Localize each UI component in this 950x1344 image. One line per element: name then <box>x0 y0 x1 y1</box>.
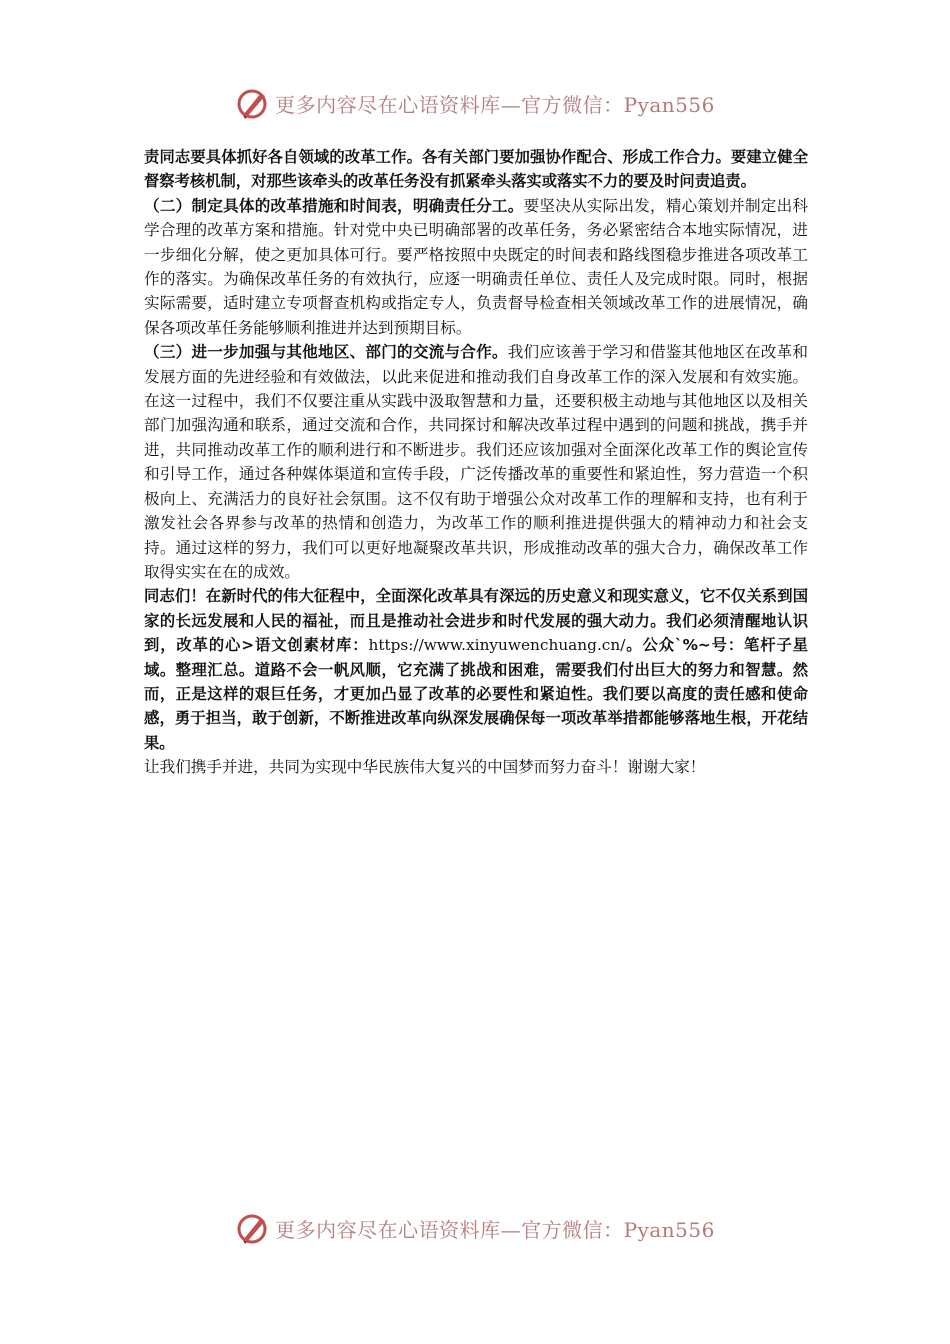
pen-logo-icon <box>235 1210 271 1246</box>
paragraph-4-part1: 同志们！在新时代的伟大征程中，全面深化改革具有深远的历史意义和现实意义，它不仅关系到国家的长远发展和人民的福祉，而且是推动社会进步和时代发展的强大动力。我们必须清醒地认识到，改革的心>语文创素材库： <box>144 587 808 655</box>
paragraph-1: 责同志要具体抓好各自领域的改革工作。各有关部门要加强协作配合、形成工作合力。要建立健全督察考核机制，对那些该牵头的改革任务没有抓紧牵头落实或落实不力的要及时问责追责。 <box>144 148 808 191</box>
document-body <box>144 145 808 780</box>
source-url-link[interactable]: https://www.xinyuwenchuang.cn/ <box>368 636 626 655</box>
paragraph-3 <box>144 340 808 584</box>
paragraph-2-body: 要坚决从实际出发，精心策划并制定出科学合理的改革方案和措施。针对党中央已明确部署的改革任务，务必紧密结合本地实际情况，进一步细化分解，使之更加具体可行。要严格按照中央既定的时间表和路线图稳步推进各项改革工作的落实。为确保改革任务的有效执行，应逐一明确责任单位、责任人及完成时限。同时，根据实际需要，适时建立专项督查机构或指定专人，负责督导检查相关领域改革工作的进展情况，确保各项改革任务能够顺利推进并达到预期目标。 <box>144 196 808 337</box>
paragraph-2 <box>144 194 808 340</box>
footer-banner-text: 更多内容尽在心语资料库—官方微信：Pyan556 <box>275 1217 715 1242</box>
paragraph-3-body: 我们应该善于学习和借鉴其他地区在改革和发展方面的先进经验和有效做法，以此来促进和推动我们自身改革工作的深入发展和有效实施。在这一过程中，我们不仅要注重从实践中汲取智慧和力量，还要积极主动地与其他地区以及相关部门加强沟通和联系，通过交流和合作，共同探讨和解决改革过程中遇到的问题和挑战，携手并进，共同推动改革工作的顺利进行和不断进步。我们还应该加强对全面深化改革工作的舆论宣传和引导工作，通过各种媒体渠道和宣传手段，广泛传播改革的重要性和紧迫性，努力营造一个积极向上、充满活力的良好社会氛围。这不仅有助于增强公众对改革工作的理解和支持，也有利于激发社会各界参与改革的热情和创造力，为改革工作的顺利推进提供强大的精神动力和社会支持。通过这样的努力，我们可以更好地凝聚改革共识，形成推动改革的强大合力，确保改革工作取得实实在在的成效。 <box>144 343 808 581</box>
paragraph-2-heading: （二）制定具体的改革措施和时间表，明确责任分工。 <box>144 196 524 215</box>
header-banner-text: 更多内容尽在心语资料库—官方微信：Pyan556 <box>275 92 715 117</box>
paragraph-4 <box>144 584 808 755</box>
paragraph-3-heading: （三）进一步加强与其他地区、部门的交流与合作。 <box>144 343 508 362</box>
pen-logo-icon <box>235 85 271 121</box>
header-banner <box>0 83 950 123</box>
footer-banner <box>0 1208 950 1248</box>
paragraph-5: 让我们携手并进，共同为实现中华民族伟大复兴的中国梦而努力奋斗！谢谢大家！ <box>144 758 706 777</box>
paragraph-4-part2: 。公众`%~号：笔杆子星域。整理汇总。道路不会一帆风顺，它充满了挑战和困难，需要我们付出巨大的努力和智慧。然而，正是这样的艰巨任务，才更加凸显了改革的必要性和紧迫性。我们要以高度的责任感和使命感，勇于担当，敢于创新，不断推进改革向纵深发展确保每一项改革举措都能够落地生根，开花结果。 <box>144 636 808 752</box>
